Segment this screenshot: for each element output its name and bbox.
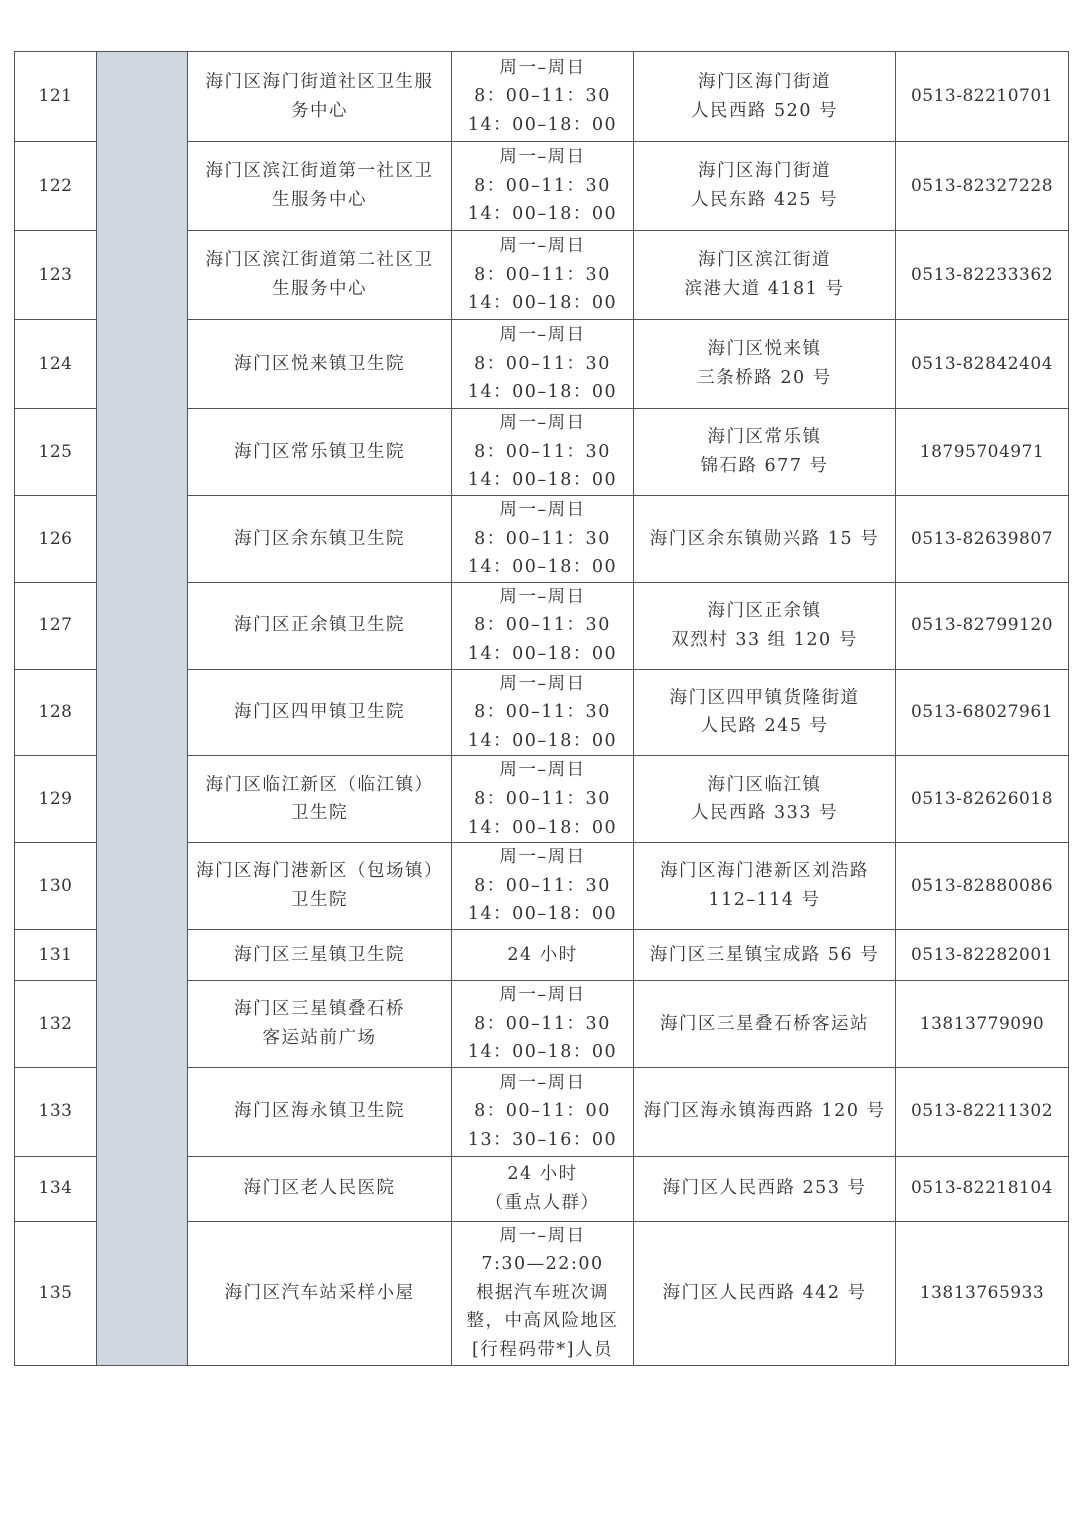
site-name: 海门区滨江街道第二社区卫 生服务中心 xyxy=(188,231,452,320)
site-address: 海门区海门街道 人民东路 425 号 xyxy=(634,142,896,231)
service-hours: 周一–周日 8：00–11：30 14：00–18：00 xyxy=(452,980,634,1067)
contact-phone: 0513-82639807 xyxy=(896,496,1069,583)
contact-phone: 13813779090 xyxy=(896,980,1069,1067)
contact-phone: 0513-82210701 xyxy=(896,52,1069,142)
site-address: 海门区三星叠石桥客运站 xyxy=(634,980,896,1067)
district-cell xyxy=(97,52,188,1366)
service-hours: 24 小时 xyxy=(452,929,634,980)
site-address: 海门区滨江街道 滨港大道 4181 号 xyxy=(634,231,896,320)
service-hours: 周一–周日 8：00–11：30 14：00–18：00 xyxy=(452,843,634,930)
contact-phone: 0513-82327228 xyxy=(896,142,1069,231)
site-address: 海门区海门港新区刘浩路 112–114 号 xyxy=(634,843,896,930)
service-hours: 周一–周日 8：00–11：30 14：00–18：00 xyxy=(452,496,634,583)
site-address: 海门区海门街道 人民西路 520 号 xyxy=(634,52,896,142)
site-address: 海门区人民西路 253 号 xyxy=(634,1156,896,1221)
row-number: 134 xyxy=(15,1156,97,1221)
service-hours: 24 小时 （重点人群） xyxy=(452,1156,634,1221)
row-number: 129 xyxy=(15,756,97,843)
service-hours: 周一–周日 8：00–11：30 14：00–18：00 xyxy=(452,582,634,669)
site-name: 海门区海永镇卫生院 xyxy=(188,1067,452,1156)
contact-phone: 0513-82211302 xyxy=(896,1067,1069,1156)
site-name: 海门区余东镇卫生院 xyxy=(188,496,452,583)
row-number: 135 xyxy=(15,1221,97,1365)
row-number: 127 xyxy=(15,582,97,669)
contact-phone: 0513-82626018 xyxy=(896,756,1069,843)
site-address: 海门区余东镇勋兴路 15 号 xyxy=(634,496,896,583)
row-number: 128 xyxy=(15,669,97,756)
site-name: 海门区三星镇卫生院 xyxy=(188,929,452,980)
contact-phone: 13813765933 xyxy=(896,1221,1069,1365)
site-name: 海门区汽车站采样小屋 xyxy=(188,1221,452,1365)
contact-phone: 18795704971 xyxy=(896,409,1069,496)
row-number: 130 xyxy=(15,843,97,930)
site-address: 海门区悦来镇 三条桥路 20 号 xyxy=(634,320,896,409)
site-address: 海门区海永镇海西路 120 号 xyxy=(634,1067,896,1156)
contact-phone: 0513-82799120 xyxy=(896,582,1069,669)
site-name: 海门区滨江街道第一社区卫 生服务中心 xyxy=(188,142,452,231)
contact-phone: 0513-82218104 xyxy=(896,1156,1069,1221)
table-row xyxy=(15,52,1069,142)
contact-phone: 0513-82233362 xyxy=(896,231,1069,320)
row-number: 124 xyxy=(15,320,97,409)
row-number: 133 xyxy=(15,1067,97,1156)
service-hours: 周一–周日 8：00–11：30 14：00–18：00 xyxy=(452,320,634,409)
row-number: 125 xyxy=(15,409,97,496)
contact-phone: 0513-82880086 xyxy=(896,843,1069,930)
service-hours: 周一–周日 8：00–11：30 14：00–18：00 xyxy=(452,409,634,496)
service-hours: 周一–周日 8：00–11：30 14：00–18：00 xyxy=(452,142,634,231)
service-hours: 周一–周日 8：00–11：30 14：00–18：00 xyxy=(452,52,634,142)
site-address: 海门区常乐镇 锦石路 677 号 xyxy=(634,409,896,496)
site-address: 海门区人民西路 442 号 xyxy=(634,1221,896,1365)
site-name: 海门区正余镇卫生院 xyxy=(188,582,452,669)
site-name: 海门区临江新区（临江镇） 卫生院 xyxy=(188,756,452,843)
service-hours: 周一–周日 8：00–11：30 14：00–18：00 xyxy=(452,669,634,756)
table-body xyxy=(15,52,1069,1366)
row-number: 122 xyxy=(15,142,97,231)
site-name: 海门区四甲镇卫生院 xyxy=(188,669,452,756)
row-number: 126 xyxy=(15,496,97,583)
site-name: 海门区老人民医院 xyxy=(188,1156,452,1221)
row-number: 131 xyxy=(15,929,97,980)
row-number: 132 xyxy=(15,980,97,1067)
site-name: 海门区常乐镇卫生院 xyxy=(188,409,452,496)
site-address: 海门区四甲镇货隆街道 人民路 245 号 xyxy=(634,669,896,756)
row-number: 123 xyxy=(15,231,97,320)
site-address: 海门区临江镇 人民西路 333 号 xyxy=(634,756,896,843)
contact-phone: 0513-82282001 xyxy=(896,929,1069,980)
testing-sites-table xyxy=(14,51,1069,1366)
site-address: 海门区三星镇宝成路 56 号 xyxy=(634,929,896,980)
contact-phone: 0513-82842404 xyxy=(896,320,1069,409)
site-address: 海门区正余镇 双烈村 33 组 120 号 xyxy=(634,582,896,669)
service-hours: 周一–周日 8：00–11：00 13：30–16：00 xyxy=(452,1067,634,1156)
site-name: 海门区悦来镇卫生院 xyxy=(188,320,452,409)
site-name: 海门区三星镇叠石桥 客运站前广场 xyxy=(188,980,452,1067)
service-hours: 周一–周日 8：00–11：30 14：00–18：00 xyxy=(452,756,634,843)
row-number: 121 xyxy=(15,52,97,142)
service-hours: 周一–周日 8：00–11：30 14：00–18：00 xyxy=(452,231,634,320)
site-name: 海门区海门港新区（包场镇） 卫生院 xyxy=(188,843,452,930)
contact-phone: 0513-68027961 xyxy=(896,669,1069,756)
site-name: 海门区海门街道社区卫生服 务中心 xyxy=(188,52,452,142)
service-hours: 周一–周日 7:30—22:00 根据汽车班次调 整，中高风险地区 [行程码带*]人员 xyxy=(452,1221,634,1365)
